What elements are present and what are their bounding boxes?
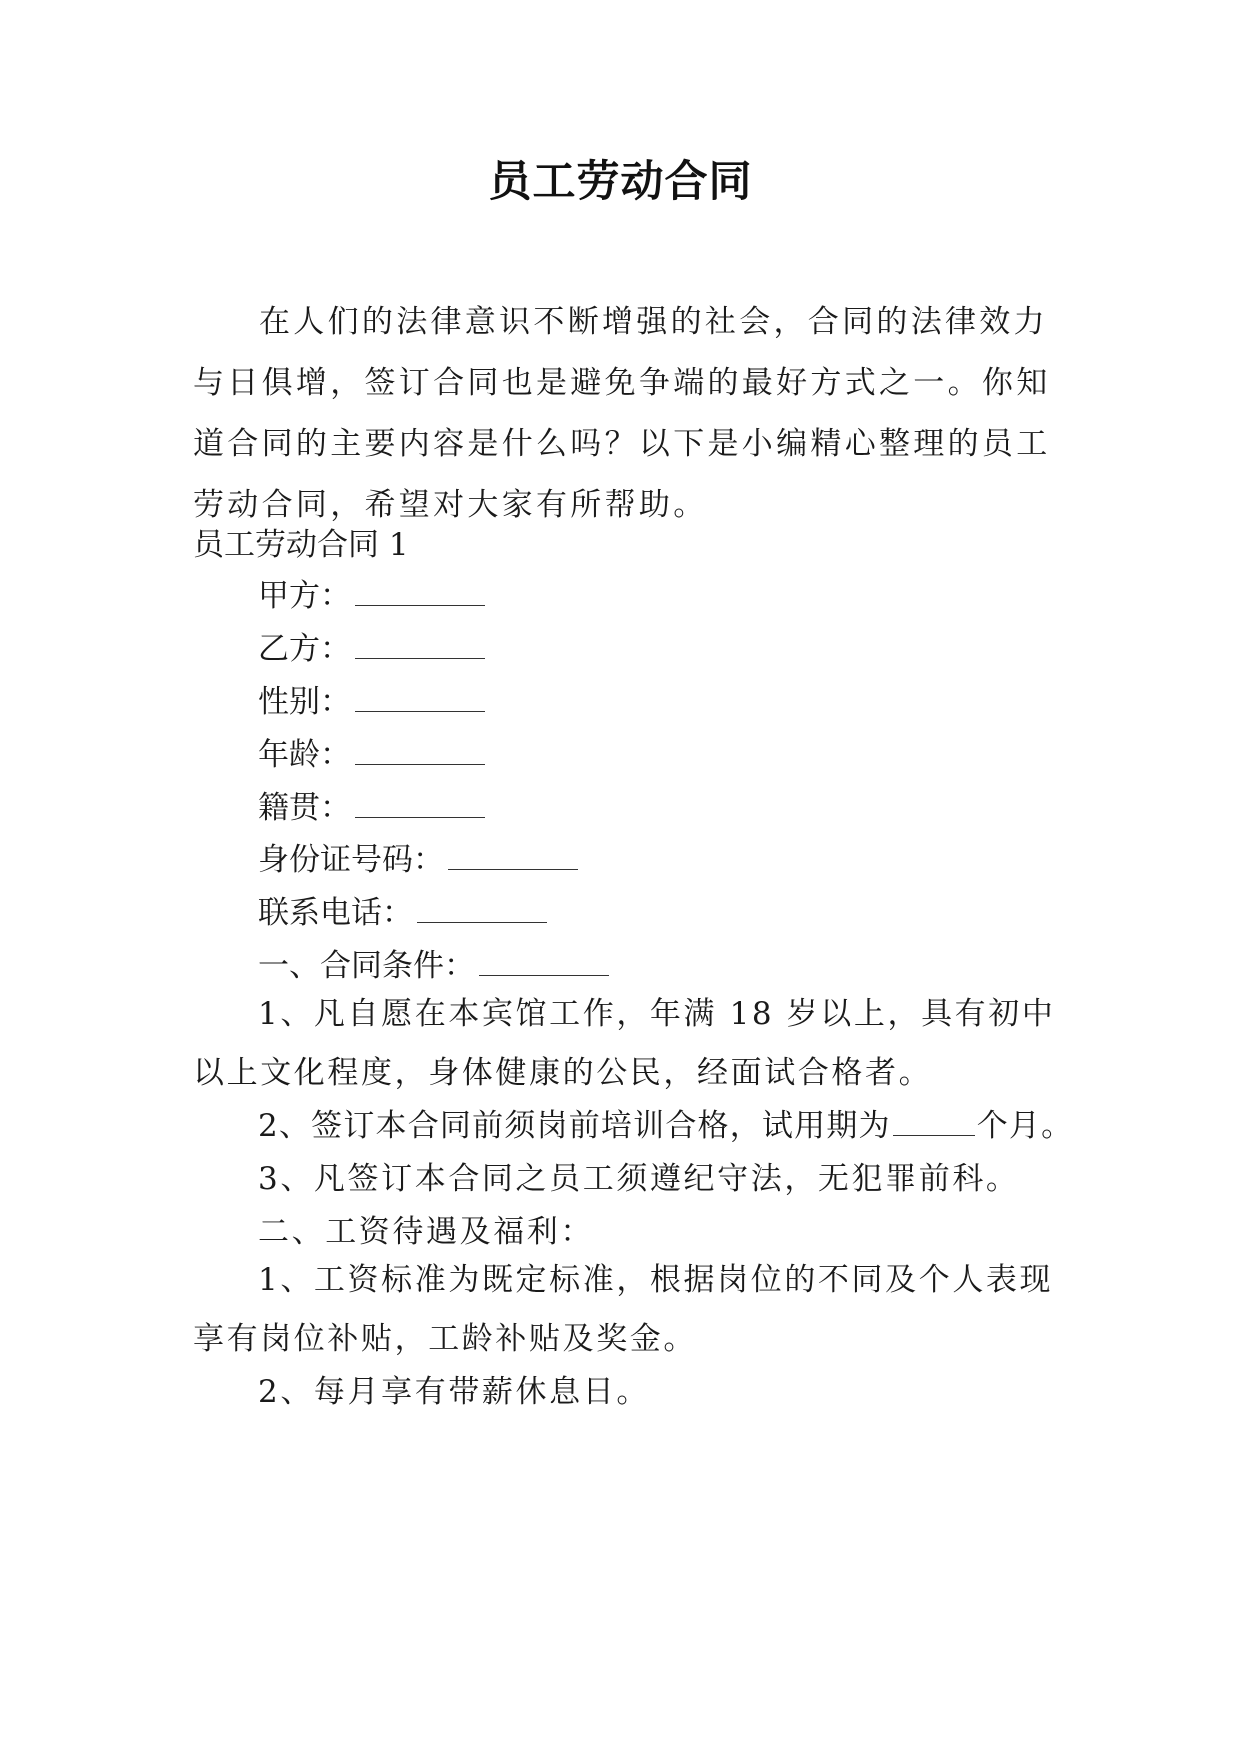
article1-item1: 1、凡自愿在本宾馆工作，年满 18 岁以上，具有初中以上文化程度，身体健康的公民，经面试合格者。	[193, 996, 1056, 1091]
age-blank	[355, 734, 485, 765]
article1-heading-label: 一、合同条件：	[258, 948, 475, 984]
field-age-label: 年龄：	[258, 737, 351, 773]
field-party-b-label: 乙方：	[258, 631, 351, 667]
article1-blank	[479, 945, 609, 976]
article1-heading	[258, 944, 609, 988]
field-native-place	[258, 786, 485, 830]
field-party-a	[258, 574, 485, 618]
section-heading: 员工劳动合同 1	[193, 527, 409, 563]
gender-blank	[355, 681, 485, 712]
field-phone	[258, 891, 547, 935]
field-native-place-label: 籍贯：	[258, 790, 351, 826]
field-gender	[258, 680, 485, 724]
article2-heading: 二、工资待遇及福利：	[258, 1214, 594, 1250]
article1-item3: 3、凡签订本合同之员工须遵纪守法，无犯罪前科。	[258, 1161, 1020, 1197]
probation-months-blank	[893, 1105, 975, 1136]
phone-blank	[417, 892, 547, 923]
field-id-number-label: 身份证号码：	[258, 842, 444, 878]
field-phone-label: 联系电话：	[258, 895, 413, 931]
party-a-blank	[355, 575, 485, 606]
article1-item2-suffix: 个月。	[976, 1108, 1074, 1144]
id-number-blank	[448, 839, 578, 870]
field-id-number	[258, 838, 578, 882]
party-b-blank	[355, 628, 485, 659]
article2-item2: 2、每月享有带薪休息日。	[258, 1374, 650, 1410]
native-place-blank	[355, 787, 485, 818]
field-gender-label: 性别：	[258, 684, 351, 720]
article2-item1: 1、工资标准为既定标准，根据岗位的不同及个人表现享有岗位补贴，工龄补贴及奖金。	[193, 1262, 1054, 1357]
field-party-b	[258, 627, 485, 671]
document-title: 员工劳动合同	[488, 157, 753, 207]
article1-item2	[258, 1104, 1073, 1148]
field-party-a-label: 甲方：	[258, 578, 351, 614]
article1-item2-text: 2、签订本合同前须岗前培训合格，试用期为	[258, 1108, 891, 1144]
intro-paragraph: 在人们的法律意识不断增强的社会，合同的法律效力与日俱增，签订合同也是避免争端的最好方式之一。你知道合同的主要内容是什么吗？以下是小编精心整理的员工劳动合同，希望对大家有所帮助。	[193, 304, 1051, 523]
field-age	[258, 733, 485, 777]
